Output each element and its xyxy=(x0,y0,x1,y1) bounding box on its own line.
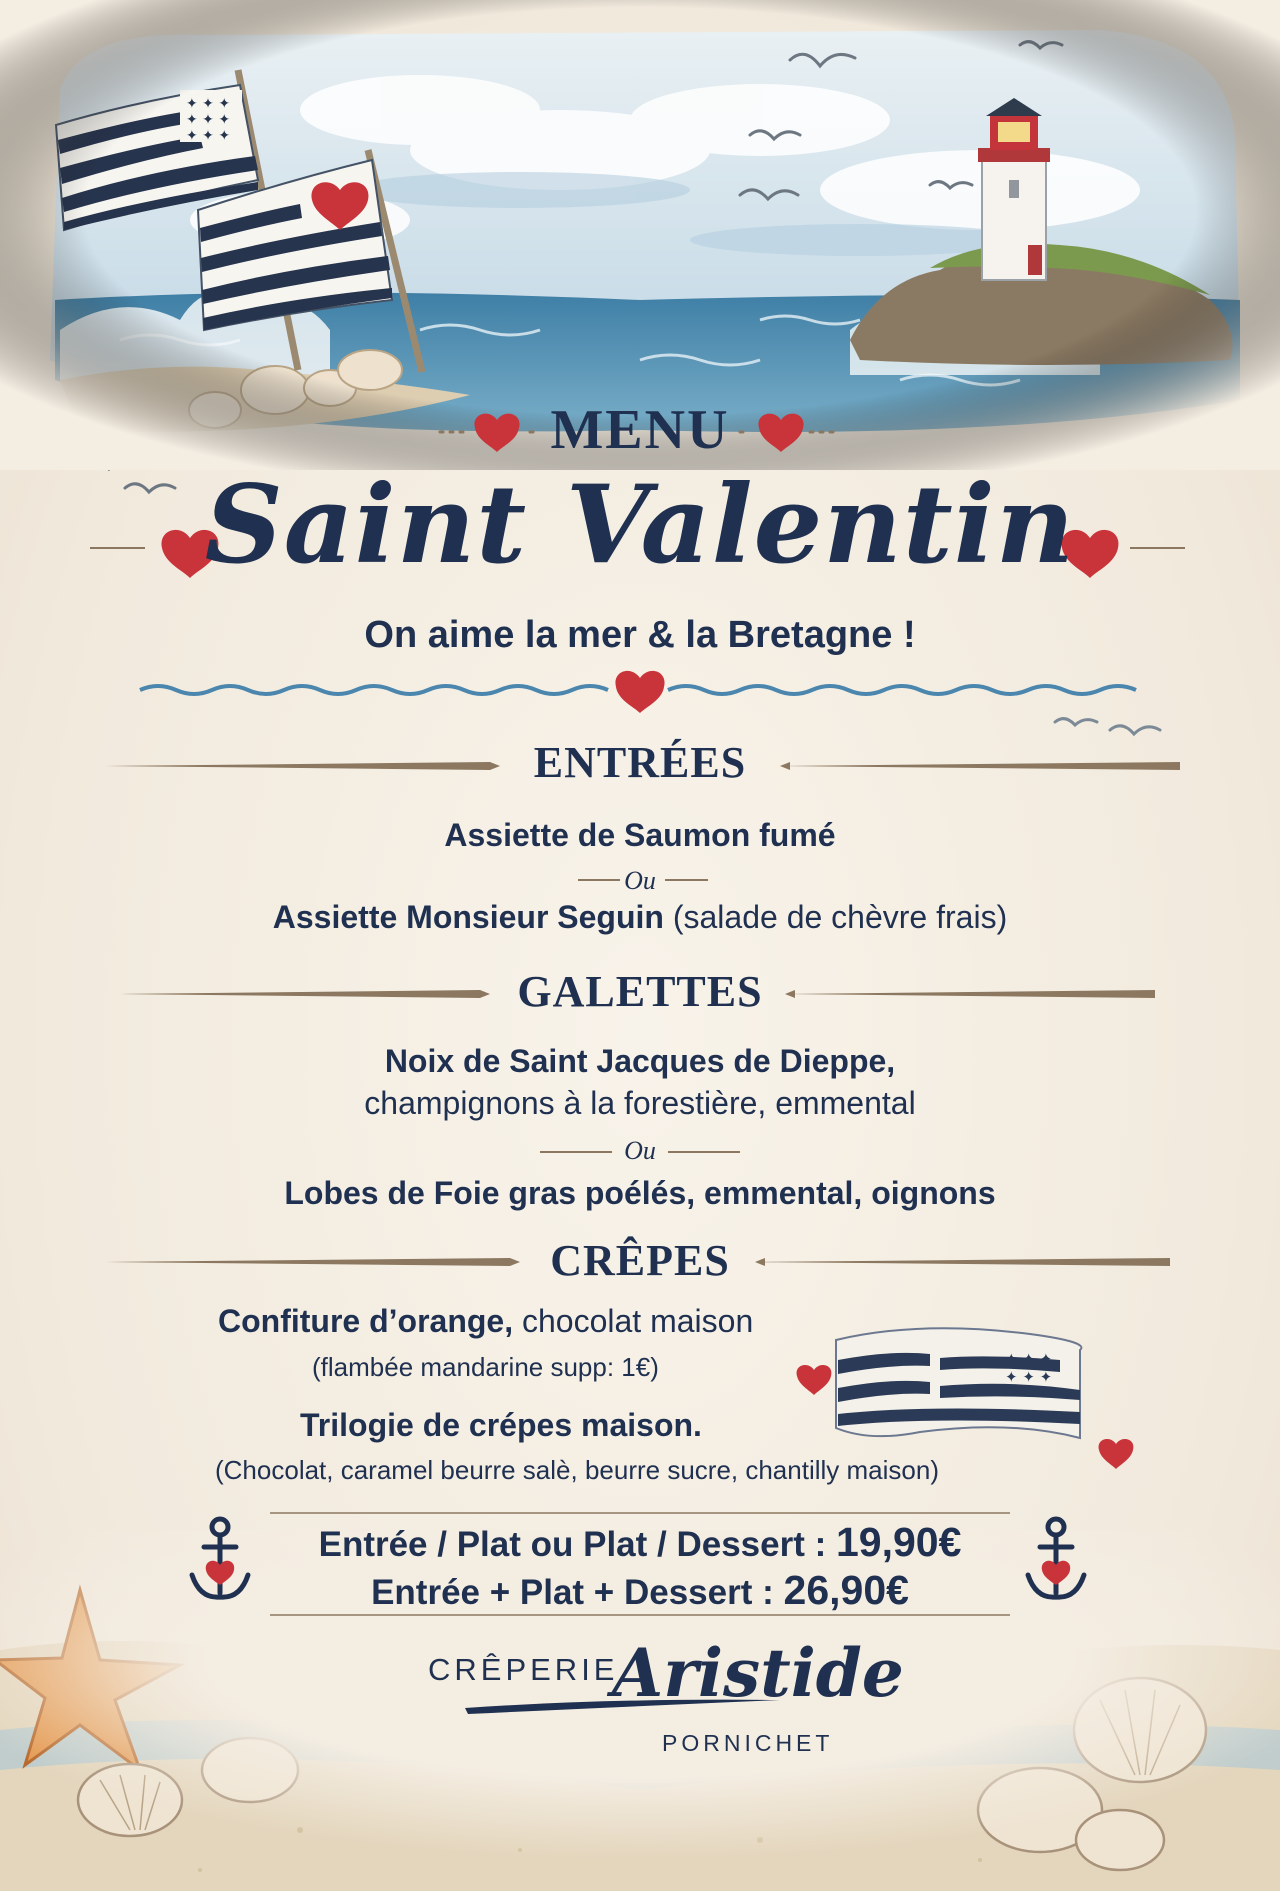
dish-trilogie: Trilogie de crépes maison. xyxy=(300,1407,702,1443)
price-formula-2-amount: 26,90€ xyxy=(783,1567,909,1613)
dish-confiture-name: Confiture d’orange, xyxy=(218,1303,514,1339)
dish-saumon: Assiette de Saumon fumé xyxy=(444,817,836,853)
section-title-galettes: GALETTES xyxy=(517,967,763,1016)
dish-trilogie-note: (Chocolat, caramel beurre salè, beurre sucre, chantilly maison) xyxy=(215,1455,939,1485)
heart-icon xyxy=(615,671,664,713)
heart-icon xyxy=(797,1365,832,1395)
price-formula-1-amount: 19,90€ xyxy=(835,1519,962,1565)
dish-confiture-rest: chocolat maison xyxy=(522,1303,754,1339)
price-formula-1 xyxy=(0,1519,1280,1566)
dish-foie-gras: Lobes de Foie gras poélés, emmental, oignons xyxy=(284,1175,996,1211)
svg-text:✦ ✦ ✦: ✦ ✦ ✦ xyxy=(1005,1368,1053,1386)
svg-text:✦ ✦ ✦: ✦ ✦ ✦ xyxy=(1005,1350,1053,1368)
or-separator: Ou xyxy=(624,1136,656,1165)
page-subtitle: On aime la mer & la Bretagne ! xyxy=(364,614,916,656)
brand-logo: Aristide xyxy=(612,1634,904,1712)
dish-seguin-name: Assiette Monsieur Seguin xyxy=(272,899,664,935)
or-separator: Ou xyxy=(624,866,656,895)
dish-seguin xyxy=(0,899,1280,936)
page-title: Saint Valentin xyxy=(204,462,1076,588)
dish-saint-jacques-line2: champignons à la forestière, emmental xyxy=(364,1085,916,1121)
heart-icon xyxy=(1099,1439,1134,1469)
brand-creperie: CRÊPERIE xyxy=(428,1652,619,1687)
section-title-entrees: ENTRÉES xyxy=(533,738,747,787)
brand-location: PORNICHET xyxy=(662,1730,834,1756)
dish-seguin-note: (salade de chèvre frais) xyxy=(672,899,1008,935)
price-formula-1-label: Entrée / Plat ou Plat / Dessert : xyxy=(318,1525,827,1564)
price-formula-2 xyxy=(0,1567,1280,1614)
dish-confiture-note: (flambée mandarine supp: 1€) xyxy=(312,1352,659,1382)
menu-heading: MENU xyxy=(550,399,730,461)
price-formula-2-label: Entrée + Plat + Dessert : xyxy=(371,1573,774,1612)
dish-confiture xyxy=(218,1303,753,1340)
dish-saint-jacques-line1: Noix de Saint Jacques de Dieppe, xyxy=(384,1043,896,1079)
breton-flag-icon xyxy=(790,1320,1130,1480)
section-title-crepes: CRÊPES xyxy=(550,1236,730,1285)
